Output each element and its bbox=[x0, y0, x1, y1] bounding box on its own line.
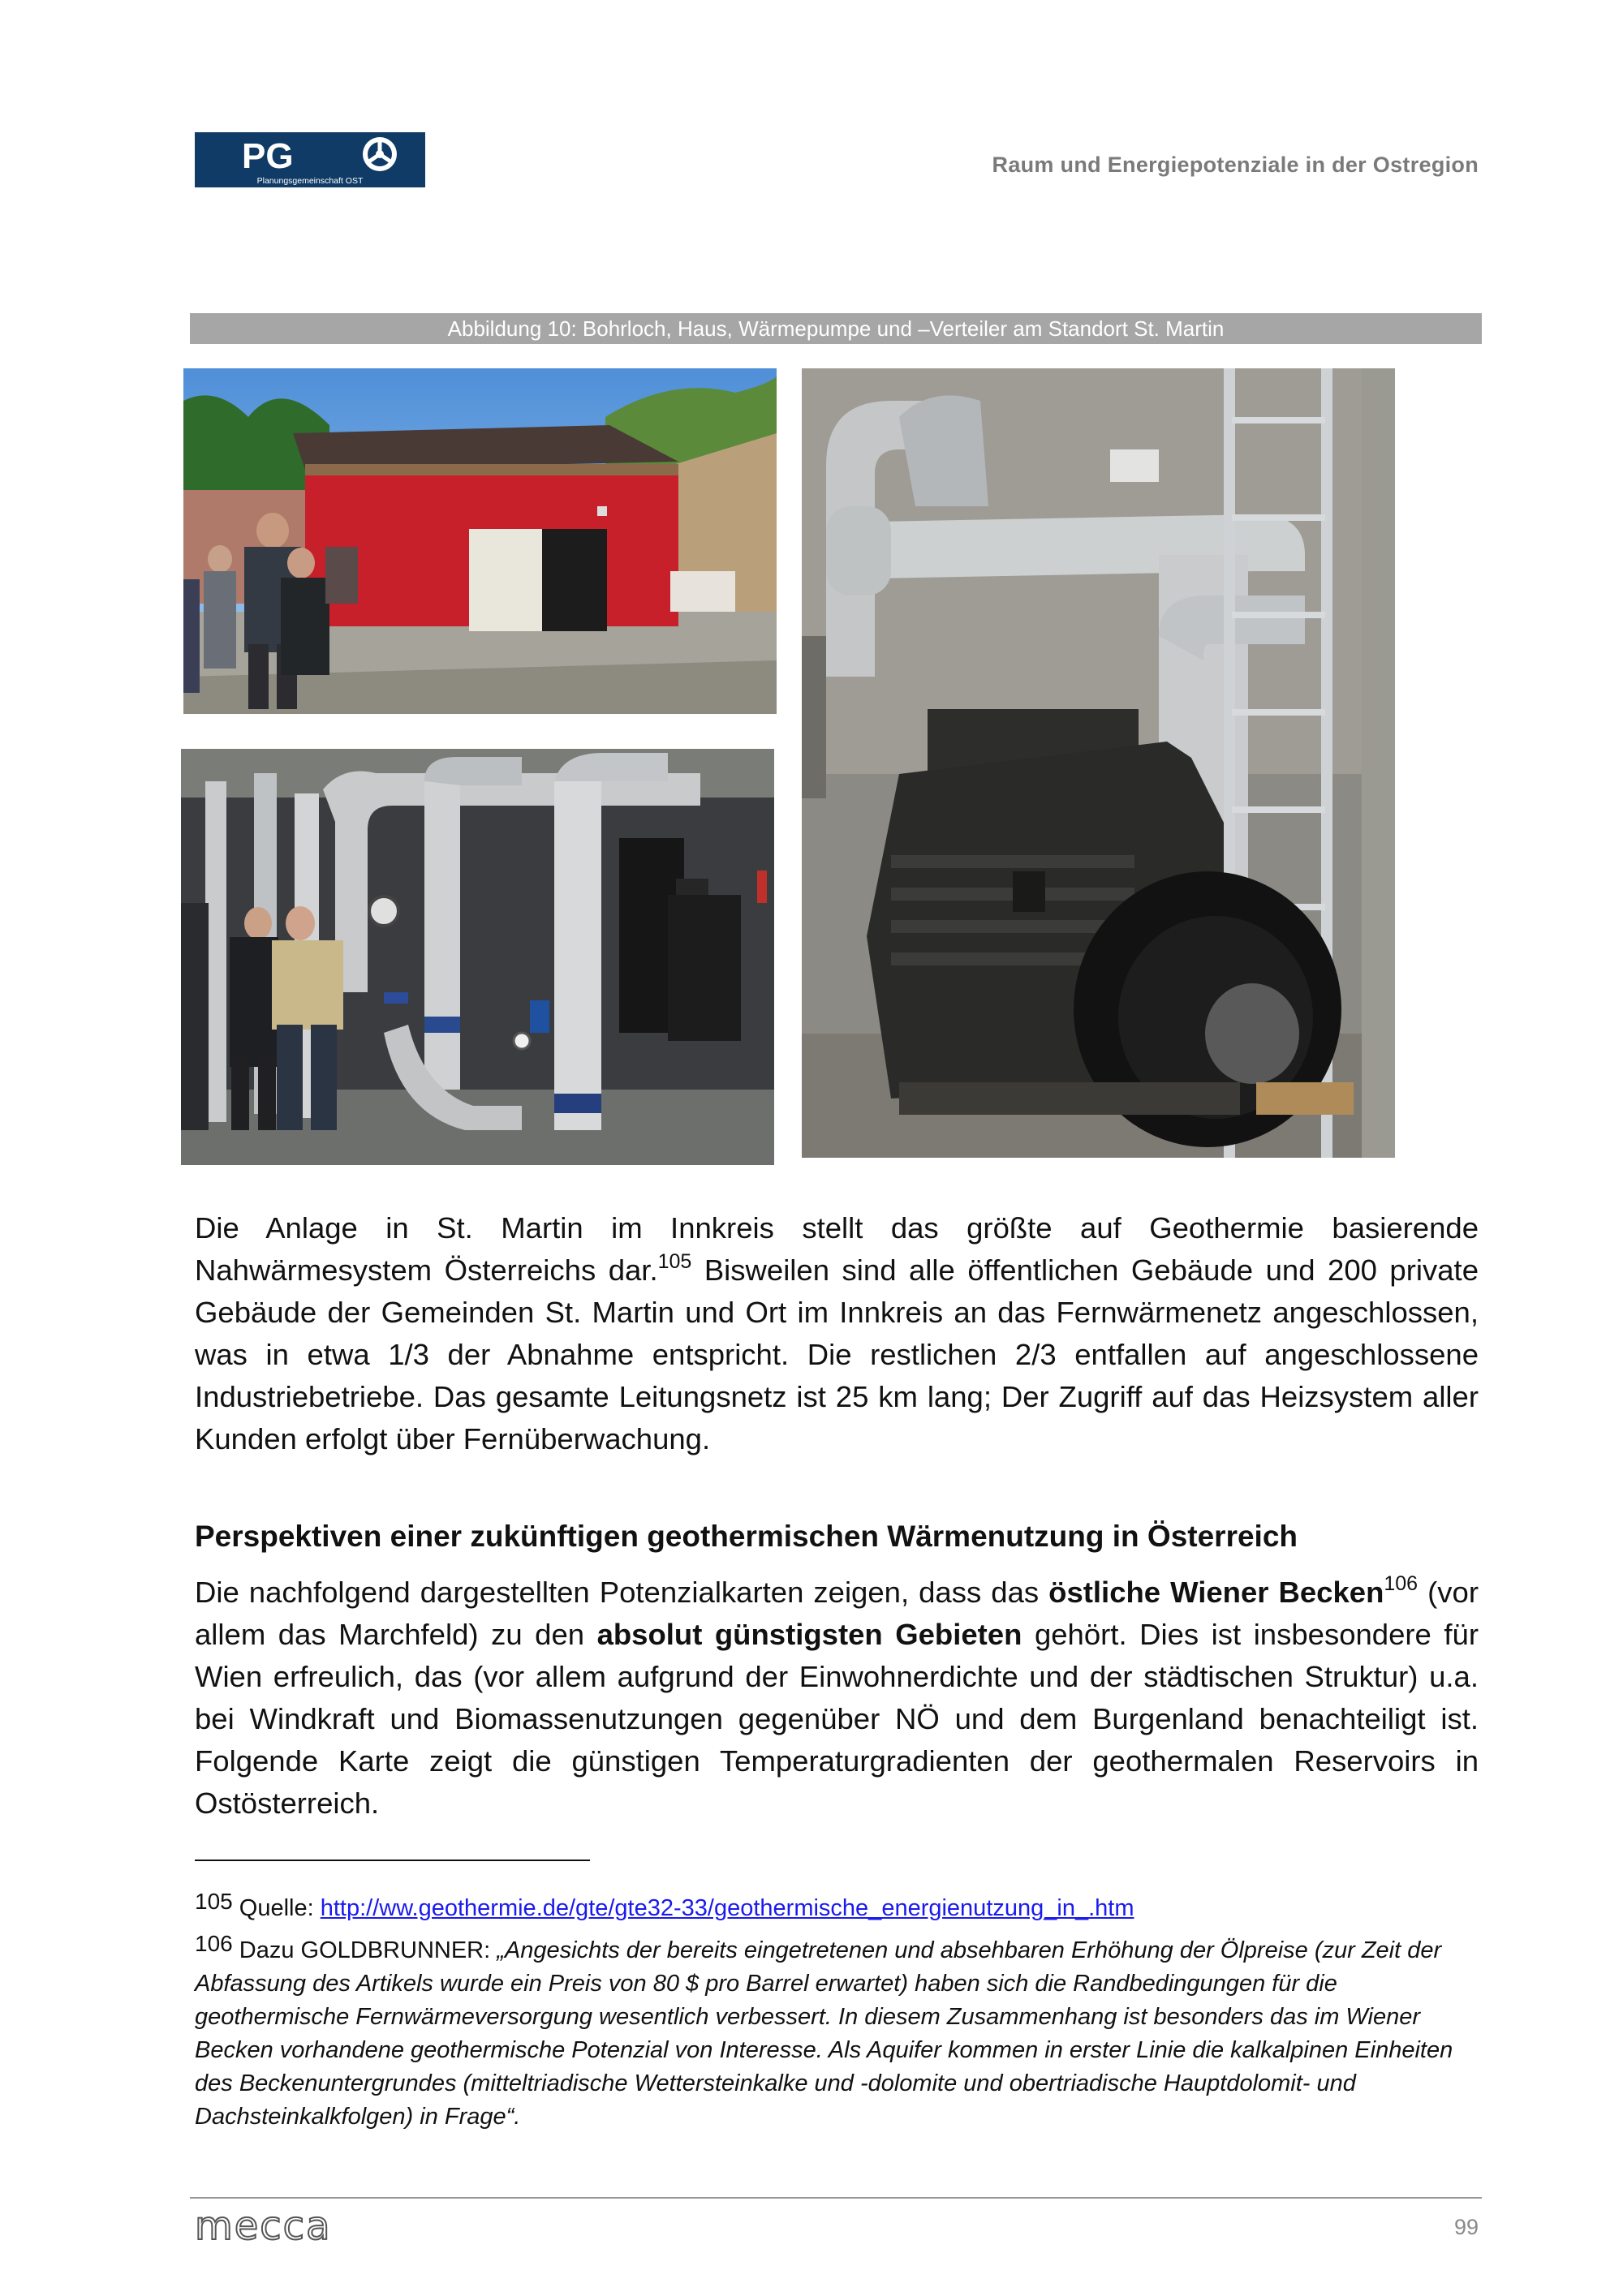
footnote-106-label: Dazu GOLDBRUNNER: bbox=[232, 1937, 497, 1963]
paragraph-perspectives bbox=[195, 1572, 1479, 1825]
footnote-ref-105[interactable]: 105 bbox=[657, 1250, 692, 1273]
footnote-105-link[interactable]: http://ww.geothermie.de/gte/gte32-33/geothermische_energienutzung_in_.htm bbox=[320, 1895, 1134, 1921]
paragraph-2-text-c: gehört. Dies ist insbesondere für Wien erfreulich, das (vor allem aufgrund der Einwohnerdichte und der städtischen Struktur) u.a. bei Windkraft und Biomassenutzungen gegenüber NÖ und dem Burgenland benachteiligt ist. Folgende Karte zeigt die günstigen Temperaturgradienten der geothermalen Reservoirs in Ostösterreich. bbox=[195, 1618, 1479, 1820]
section-heading: Perspektiven einer zukünftigen geothermischen Wärmenutzung in Österreich bbox=[195, 1520, 1298, 1553]
footer-logo-text: mecca bbox=[195, 2207, 332, 2247]
footnote-separator bbox=[195, 1860, 590, 1861]
footnote-ref-106[interactable]: 106 bbox=[1384, 1572, 1419, 1595]
logo-text: PG bbox=[242, 136, 294, 176]
pgo-logo bbox=[195, 132, 425, 187]
footnote-105 bbox=[195, 1889, 1479, 1925]
page-number: 99 bbox=[1453, 2215, 1479, 2239]
footnote-106-number: 106 bbox=[195, 1931, 233, 1956]
paragraph-1-text: Die Anlage in St. Martin im Innkreis stellt das größte auf Geothermie basierende Nahwärmesystem Österreichs dar. bbox=[195, 1211, 1479, 1287]
header-title: Raum und Energiepotenziale in der Ostregion bbox=[992, 153, 1479, 177]
photo-distribution-plant bbox=[181, 749, 774, 1165]
footnote-106 bbox=[195, 1931, 1479, 2134]
photo-heat-pump bbox=[802, 368, 1395, 1158]
paragraph-2-text-a: Die nachfolgend dargestellten Potenzialkarten zeigen, dass das bbox=[195, 1576, 1049, 1609]
logo-subtext: Planungsgemeinschaft OST bbox=[256, 176, 364, 186]
footnote-105-label: Quelle: bbox=[232, 1895, 321, 1921]
paragraph-geothermal-plant bbox=[195, 1207, 1479, 1460]
figure-caption: Abbildung 10: Bohrloch, Haus, Wärmepumpe und –Verteiler am Standort St. Martin bbox=[190, 313, 1482, 344]
paragraph-2-text-b: (vor allem das Marchfeld) zu den bbox=[195, 1576, 1479, 1651]
emphasis-wiener-becken: östliche Wiener Becken bbox=[1048, 1576, 1384, 1609]
footnote-105-number: 105 bbox=[195, 1889, 233, 1914]
paragraph-1-text-continued: Bisweilen sind alle öffentlichen Gebäude und 200 private Gebäude der Gemeinden St. Martin und Ort im Innkreis an das Fernwärmenetz angeschlossen, was in etwa 1/3 der Abnahme entspricht. Die restlichen 2/3 entfallen auf angeschlossene Industriebetriebe. Das gesamte Leitungsnetz ist 25 km lang; Der Zugriff auf das Heizsystem aller Kunden erfolgt über Fernüberwachung. bbox=[195, 1253, 1479, 1455]
footer-separator bbox=[190, 2197, 1482, 2199]
emphasis-guenstigste-gebiete: absolut günstigsten Gebieten bbox=[596, 1618, 1022, 1651]
footnote-106-quote: „Angesichts der bereits eingetretenen und absehbaren Erhöhung der Ölpreise (zur Zeit der Abfassung des Artikels wurde ein Preis von 80 $ pro Barrel erwartet) haben sich die Randbedingungen für die geothermische Fernwärmeversorgung wesentlich verbessert. In diesem Zusammenhang ist besonders das im Wiener Becken vorhandene geothermische Potenzial von Interesse. Als Aquifer kommen in erster Linie die kalkalpinen Einheiten des Beckenuntergrundes (mitteltriadische Wettersteinkalke und -dolomite und obertriadische Hauptdolomit- und Dachsteinkalkfolgen) in Frage“. bbox=[195, 1937, 1453, 2130]
photo-borehole-house bbox=[183, 368, 777, 714]
mecca-logo bbox=[195, 2207, 373, 2247]
